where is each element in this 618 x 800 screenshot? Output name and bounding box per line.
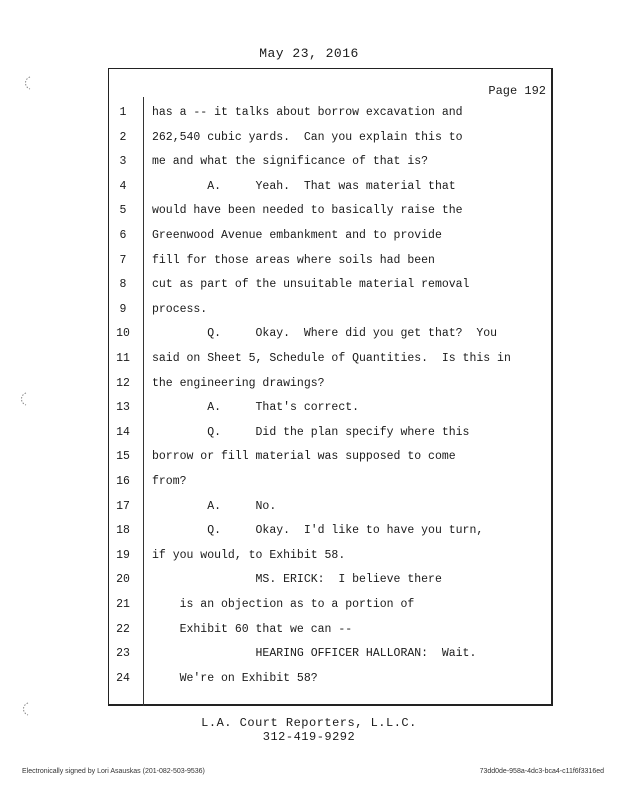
line-text: borrow or fill material was supposed to come <box>152 450 456 464</box>
page-number: Page 192 <box>488 84 546 98</box>
punch-hole-mark <box>18 392 28 406</box>
line-number: 10 <box>116 327 130 341</box>
line-number: 23 <box>116 647 130 661</box>
line-text: A. No. <box>152 499 277 513</box>
line-text: We're on Exhibit 58? <box>152 671 318 685</box>
punch-hole-mark <box>22 76 32 90</box>
line-number: 19 <box>116 548 130 562</box>
line-number: 6 <box>119 229 127 242</box>
line-text: 262,540 cubic yards. Can you explain this to <box>152 130 463 144</box>
line-number: 1 <box>119 106 127 119</box>
line-text: Q. Did the plan specify where this <box>152 425 470 439</box>
line-text: would have been needed to basically raise the <box>152 204 463 218</box>
line-number: 9 <box>119 302 127 316</box>
line-number: 8 <box>119 278 127 292</box>
line-text: A. That's correct. <box>152 401 360 415</box>
punch-hole-mark <box>20 702 30 716</box>
line-number-rule <box>143 97 144 706</box>
line-number: 24 <box>116 671 130 685</box>
line-number: 17 <box>116 499 130 513</box>
line-number: 18 <box>116 524 130 538</box>
line-number: 12 <box>116 376 130 390</box>
line-text: A. Yeah. That was material that <box>152 179 456 193</box>
line-text: MS. ERICK: I believe there <box>152 573 442 587</box>
line-text: Greenwood Avenue embankment and to provide <box>152 229 442 242</box>
line-number: 14 <box>116 425 130 439</box>
line-text: from? <box>152 475 187 488</box>
line-text: Q. Okay. I'd like to have you turn, <box>152 524 484 538</box>
line-text: Q. Okay. Where did you get that? You <box>152 327 498 341</box>
line-number: 5 <box>119 204 127 218</box>
line-number: 3 <box>119 155 127 169</box>
line-text: process. <box>152 302 208 316</box>
line-number: 11 <box>116 352 130 365</box>
line-number: 7 <box>119 253 127 267</box>
line-text: me and what the significance of that is? <box>152 155 429 169</box>
line-number: 2 <box>119 130 127 144</box>
electronic-signature: Electronically signed by Lori Asauskas (201-082-503-9536) <box>22 768 205 775</box>
line-text: Exhibit 60 that we can -- <box>152 622 353 636</box>
line-text: is an objection as to a portion of <box>152 598 415 611</box>
line-number: 16 <box>116 475 130 488</box>
line-text: said on Sheet 5, Schedule of Quantities. Is this in <box>152 352 511 365</box>
line-text: HEARING OFFICER HALLORAN: Wait. <box>152 647 477 661</box>
line-text: cut as part of the unsuitable material removal <box>152 278 470 292</box>
line-number: 22 <box>116 622 130 636</box>
line-number: 15 <box>116 450 130 464</box>
line-number: 13 <box>116 401 130 415</box>
line-text: has a -- it talks about borrow excavation and <box>152 106 463 119</box>
line-text: the engineering drawings? <box>152 376 325 390</box>
document-hash: 73dd0de-958a-4dc3-bca4-c11f6f3316ed <box>479 768 604 775</box>
line-number: 4 <box>119 179 127 193</box>
court-reporter-phone: 312-419-9292 <box>262 730 356 744</box>
court-reporter-name: L.A. Court Reporters, L.L.C. <box>201 716 417 730</box>
line-number: 20 <box>116 573 130 587</box>
line-number: 21 <box>116 598 130 611</box>
line-text: if you would, to Exhibit 58. <box>152 548 346 562</box>
line-text: fill for those areas where soils had been <box>152 253 435 267</box>
transcript-date: May 23, 2016 <box>259 46 359 61</box>
